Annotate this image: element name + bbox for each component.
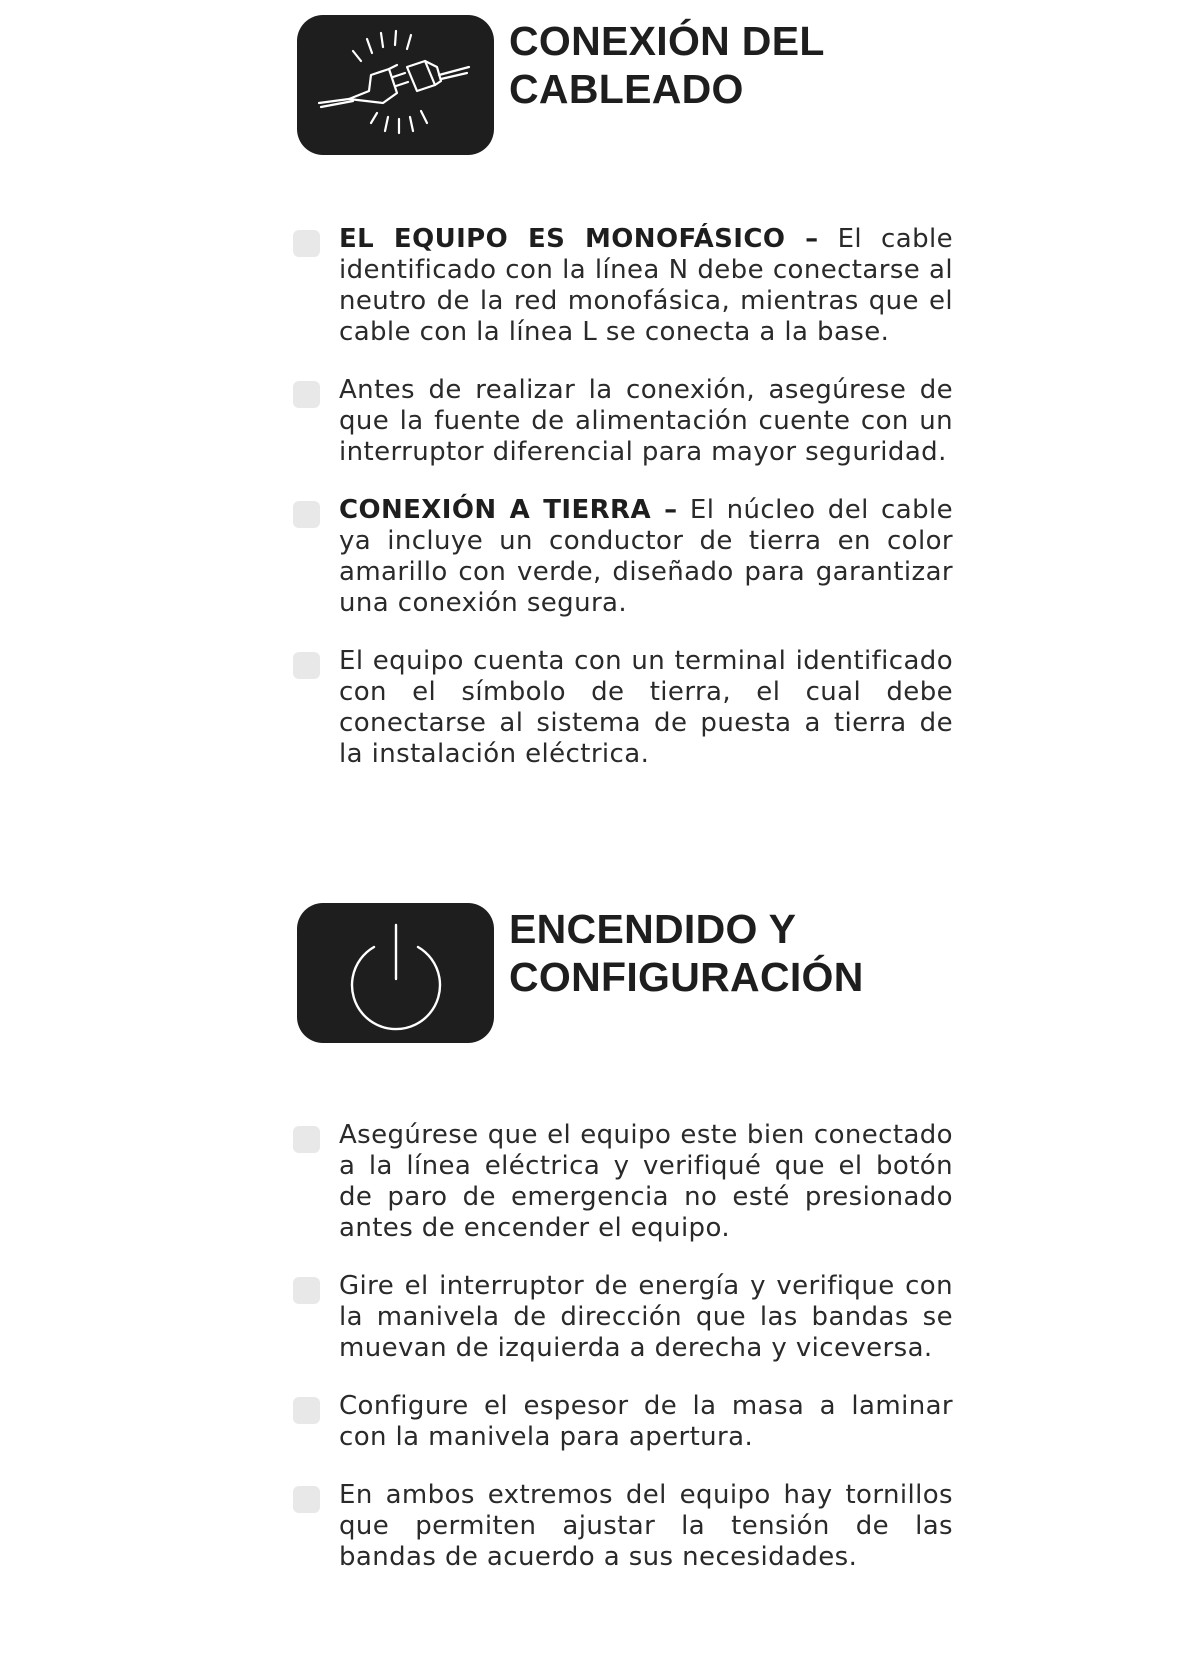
- list-item-text: [339, 1271, 953, 1364]
- list-item-text: [339, 224, 953, 348]
- section-header-encendido: [297, 903, 997, 1053]
- checkbox[interactable]: [293, 652, 320, 679]
- list-item-bold: CONEXIÓN A TIERRA –: [339, 495, 678, 525]
- list-item-text: [339, 495, 953, 619]
- list-item-bold: EL EQUIPO ES MONOFÁSICO –: [339, 224, 819, 254]
- list-item-body: Antes de realizar la conexión, asegúrese de que la fuente de alimentación cuente con un interruptor diferencial para mayor seguridad.: [339, 375, 953, 467]
- checkbox[interactable]: [293, 1126, 320, 1153]
- list-item: [293, 1120, 953, 1244]
- list-item-text: [339, 646, 953, 770]
- checkbox[interactable]: [293, 1486, 320, 1513]
- section-header-cableado: [297, 15, 997, 165]
- power-icon: [297, 903, 494, 1043]
- list-item-body: El cable identificado con la línea N debe conectarse al neutro de la red monofásica, mientras que el cable con la línea L se conecta a la base.: [339, 224, 953, 347]
- checkbox[interactable]: [293, 1277, 320, 1304]
- list-item: [293, 1271, 953, 1364]
- section-title-line2: CABLEADO: [509, 66, 744, 112]
- list-item: [293, 375, 953, 468]
- list-item: [293, 495, 953, 619]
- section-title: [509, 17, 825, 113]
- checklist-cableado: [293, 224, 953, 770]
- section-title-line1: CONEXIÓN DEL: [509, 18, 825, 64]
- section-title: [509, 905, 864, 1001]
- checkbox[interactable]: [293, 230, 320, 257]
- list-item-text: [339, 1391, 953, 1453]
- list-item-body: En ambos extremos del equipo hay tornillos que permiten ajustar la tensión de las bandas de acuerdo a sus necesidades.: [339, 1480, 953, 1572]
- list-item-text: [339, 1120, 953, 1244]
- list-item: [293, 646, 953, 770]
- list-item-body: Asegúrese que el equipo este bien conectado a la línea eléctrica y verifiqué que el botón de paro de emergencia no esté presionado antes de encender el equipo.: [339, 1120, 953, 1243]
- checklist-encendido: [293, 1120, 953, 1573]
- list-item-text: [339, 375, 953, 468]
- checkbox[interactable]: [293, 381, 320, 408]
- checkbox[interactable]: [293, 1397, 320, 1424]
- list-item-text: [339, 1480, 953, 1573]
- section-title-line1: ENCENDIDO Y: [509, 906, 797, 952]
- list-item: [293, 1391, 953, 1453]
- list-item: [293, 224, 953, 348]
- list-item: [293, 1480, 953, 1573]
- list-item-body: Gire el interruptor de energía y verifique con la manivela de dirección que las bandas se muevan de izquierda a derecha y viceversa.: [339, 1271, 953, 1363]
- list-item-body: El núcleo del cable ya incluye un conductor de tierra en color amarillo con verde, diseñado para garantizar una conexión segura.: [339, 495, 954, 618]
- list-item-body: Configure el espesor de la masa a laminar con la manivela para apertura.: [339, 1391, 953, 1452]
- section-title-line2: CONFIGURACIÓN: [509, 954, 864, 1000]
- plug-connection-icon: [297, 15, 494, 155]
- list-item-body: El equipo cuenta con un terminal identificado con el símbolo de tierra, el cual debe conectarse al sistema de puesta a tierra de la instalación eléctrica.: [339, 646, 953, 769]
- checkbox[interactable]: [293, 501, 320, 528]
